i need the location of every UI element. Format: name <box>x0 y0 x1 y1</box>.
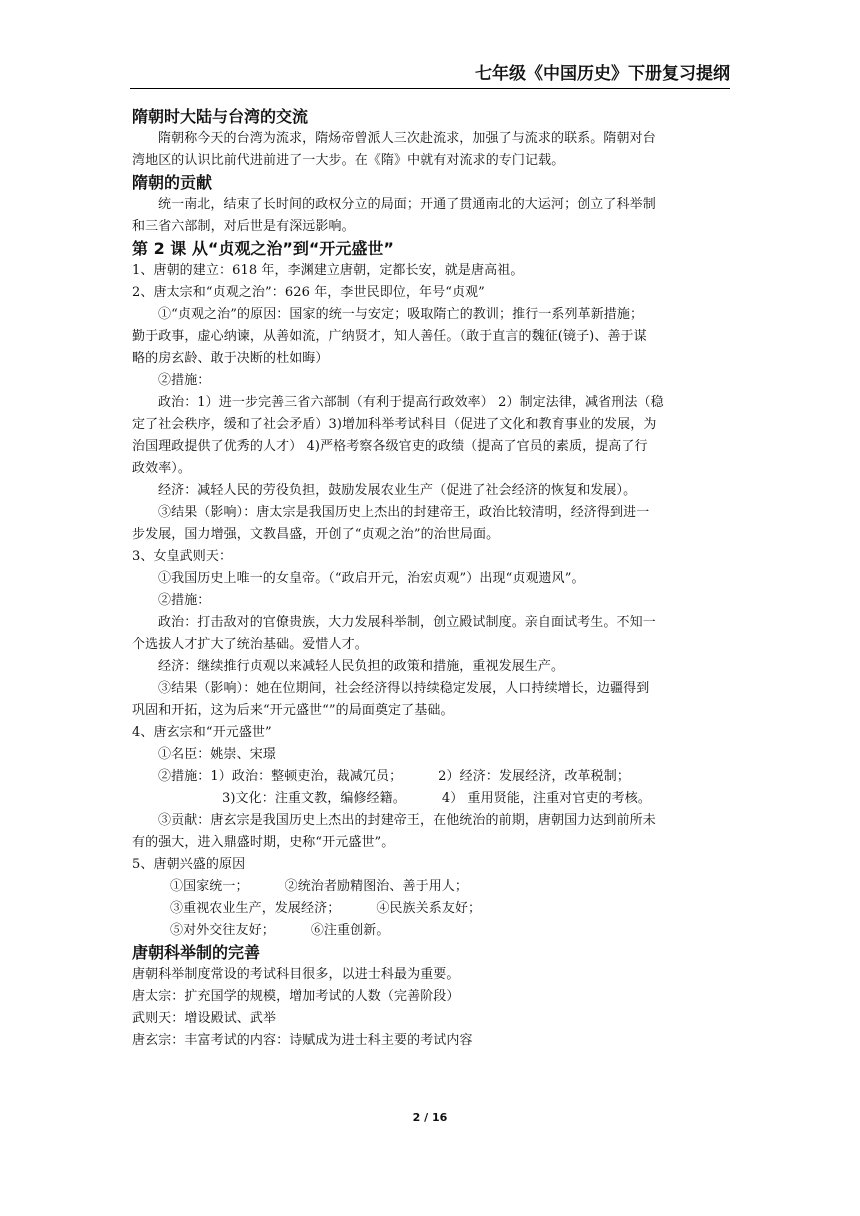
reason-item: ④民族关系友好； <box>376 901 482 916</box>
paragraph-line: 政治：1）进一步完善三省六部制（有利于提高行政效率） 2）制定法律，减省刑法（稳 <box>158 395 664 410</box>
paragraph-line: ①名臣：姚崇、宋璟 <box>158 747 276 762</box>
reason-item: ⑥注重创新。 <box>310 923 390 938</box>
paragraph-line: 治国理政提供了优秀的人才） 4)严格考察各级官吏的政绩（提高了官员的素质，提高了行 <box>132 439 648 454</box>
paragraph-line: ①我国历史上唯一的女皇帝。（“政启开元，治宏贞观”）出现“贞观遗风”。 <box>158 571 585 586</box>
list-item: 1、唐朝的建立：618 年，李渊建立唐朝，定都长安，就是唐高祖。 <box>132 263 524 278</box>
paragraph-line: 定了社会秩序，缓和了社会矛盾）3)增加科举考试科目（促进了文化和教育事业的发展，为 <box>132 417 657 432</box>
paragraph-line: ③贡献：唐玄宗是我国历史上杰出的封建帝王，在他统治的前期，唐朝国力达到前所未 <box>158 813 656 828</box>
paragraph-line: ②措施： <box>158 373 211 388</box>
section-heading-tang-exam: 唐朝科举制的完善 <box>132 943 261 962</box>
paragraph-line: 有的强大，进入鼎盛时期，史称“开元盛世”。 <box>132 835 395 850</box>
paragraph-line: 政治：打击敌对的官僚贵族，大力发展科举制，创立殿试制度。亲自面试考生。不知一 <box>158 615 656 630</box>
page-number: 2 / 16 <box>412 1111 448 1124</box>
paragraph-line: ③结果（影响）：她在位期间，社会经济得以持续稳定发展，人口持续增长，边疆得到 <box>158 681 650 696</box>
list-item: 2、唐太宗和“贞观之治”：626 年，李世民即位，年号“贞观” <box>132 285 485 300</box>
paragraph-line: 步发展，国力增强，文教昌盛，开创了“贞观之治”的治世局面。 <box>132 527 500 542</box>
page-header-title: 七年级《中国历史》下册复习提纲 <box>475 64 730 84</box>
paragraph-line: ②措施： <box>158 593 211 608</box>
paragraph-line: 和三省六部制，对后世是有深远影响。 <box>132 219 355 234</box>
paragraph-line: 唐太宗：扩充国学的规模，增加考试的人数（完善阶段） <box>132 989 460 1004</box>
section-heading-sui-taiwan: 隋朝时大陆与台湾的交流 <box>132 107 309 126</box>
paragraph-line <box>132 898 730 920</box>
measure-text: 3)文化：注重文教，编修经籍。 <box>222 791 406 806</box>
paragraph-line: 个选拔人才扩大了统治基础。爱惜人才。 <box>132 637 368 652</box>
list-item: 4、唐玄宗和“开元盛世” <box>132 725 272 740</box>
paragraph-line: 唐玄宗：丰富考试的内容：诗赋成为进士科主要的考试内容 <box>132 1033 473 1048</box>
list-item: 5、唐朝兴盛的原因 <box>132 857 246 872</box>
header-rule <box>130 88 730 89</box>
reason-item: ③重视农业生产，发展经济； <box>170 901 341 916</box>
lesson-heading: 第 2 课 从“贞观之治”到“开元盛世” <box>132 239 394 258</box>
reason-item: ②统治者励精图治、善于用人； <box>284 879 469 894</box>
document-body <box>132 106 730 1052</box>
paragraph-line: 隋朝称今天的台湾为流求，隋炀帝曾派人三次赴流求，加强了与流求的联系。隋朝对台 <box>158 131 656 146</box>
paragraph-line: 经济：继续推行贞观以来减轻人民负担的政策和措施，重视发展生产。 <box>158 659 565 674</box>
paragraph-line: 略的房玄龄、敢于决断的杜如晦） <box>132 351 329 366</box>
section-heading-sui-contribution: 隋朝的贡献 <box>132 173 213 192</box>
paragraph-line: 巩固和开拓，这为后来“开元盛世“”的局面奠定了基础。 <box>132 703 454 718</box>
paragraph-line: 经济：减轻人民的劳役负担，鼓励发展农业生产（促进了社会经济的恢复和发展）。 <box>158 483 637 498</box>
paragraph-line: 勤于政事，虚心纳谏，从善如流，广纳贤才，知人善任。（敢于直言的魏征(镜子)、善于谋 <box>132 329 647 344</box>
paragraph-line <box>132 788 730 810</box>
list-item: 3、女皇武则天： <box>132 549 233 564</box>
measure-text: 4） 重用贤能，注重对官吏的考核。 <box>441 791 651 806</box>
reason-item: ①国家统一； <box>170 879 249 894</box>
reason-item: ⑤对外交往友好； <box>170 923 275 938</box>
paragraph-line: 政效率）。 <box>132 461 192 476</box>
paragraph-line: 湾地区的认识比前代进前进了一大步。在《隋》中就有对流求的专门记载。 <box>132 153 565 168</box>
measure-text: ②措施：1）政治：整顿吏治，裁减冗员； <box>158 769 403 784</box>
paragraph-line: 统一南北，结束了长时间的政权分立的局面；开通了贯通南北的大运河；创立了科举制 <box>158 197 656 212</box>
paragraph-line: 唐朝科举制度常设的考试科目很多，以进士科最为重要。 <box>132 967 460 982</box>
paragraph-line: ①“贞观之治”的原因：国家的统一与安定；吸取隋亡的教训；推行一系列革新措施； <box>158 307 644 322</box>
paragraph-line <box>132 920 730 942</box>
paragraph-line <box>132 766 730 788</box>
paragraph-line <box>132 876 730 898</box>
measure-text: 2）经济：发展经济，改革税制； <box>438 769 630 784</box>
paragraph-line: ③结果（影响）：唐太宗是我国历史上杰出的封建帝王，政治比较清明，经济得到进一 <box>158 505 650 520</box>
paragraph-line: 武则天：增设殿试、武举 <box>132 1011 277 1026</box>
